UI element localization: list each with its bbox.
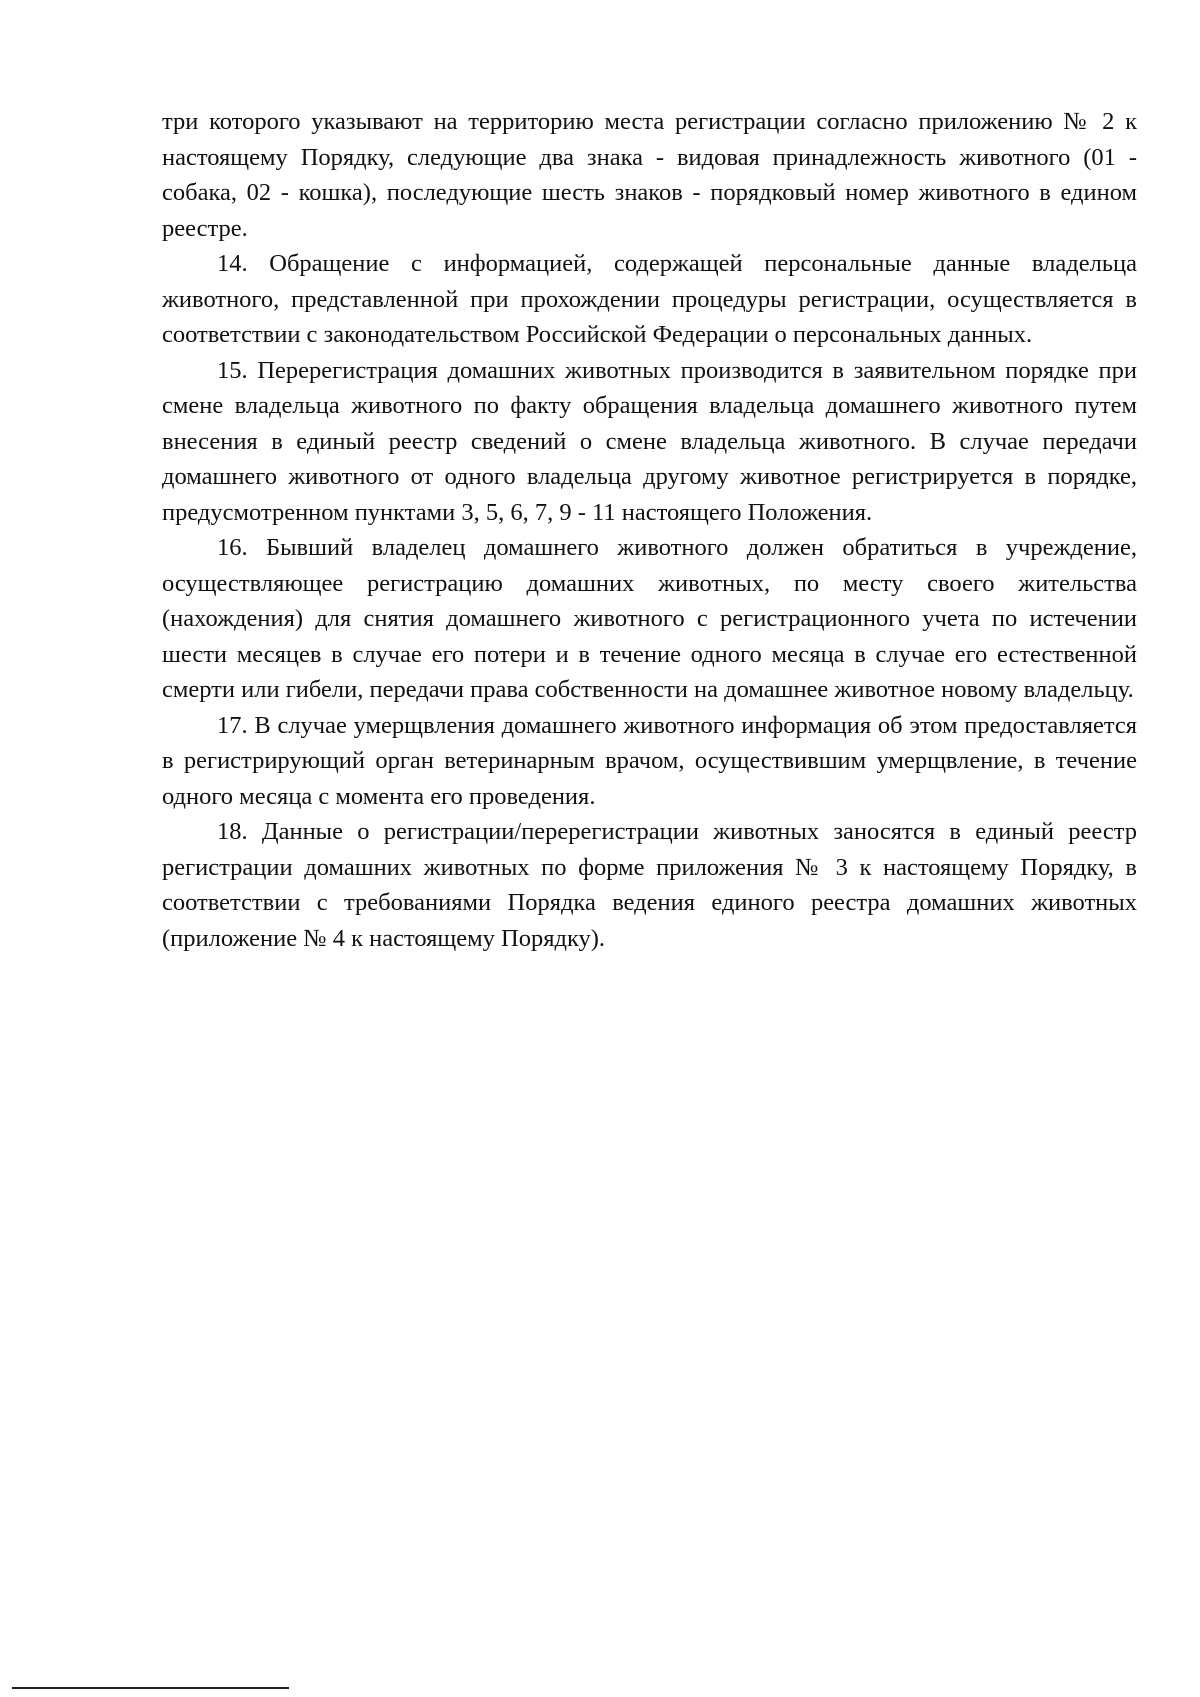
paragraph-14: 14. Обращение с информацией, содержащей персональные данные владельца животного, представленной при прохождении процедуры регистрации, осуществляется в соответствии с законодательством Российской Федерации о персональных данных.	[162, 250, 1137, 348]
footnote-separator-line	[12, 1687, 289, 1689]
paragraph-13-continuation: три которого указывают на территорию места регистрации согласно приложению № 2 к настоящему Порядку, следующие два знака - видовая принадлежность животного (01 - собака, 02 - кошка), последующие шесть знаков - порядковый номер животного в едином реестре.	[162, 108, 1137, 242]
paragraph-16: 16. Бывший владелец домашнего животного должен обратиться в учреждение, осуществляющее регистрацию домашних животных, по месту своего жительства (нахождения) для снятия домашнего животного с регистрационного учета по истечении шести месяцев в случае его потери и в течение одного месяца в случае его естественной смерти или гибели, передачи права собственности на домашнее животное новому владельцу.	[162, 534, 1137, 703]
document-body	[162, 104, 1137, 956]
paragraph-18: 18. Данные о регистрации/перерегистрации животных заносятся в единый реестр регистрации домашних животных по форме приложения № 3 к настоящему Порядку, в соответствии с требованиями Порядка ведения единого реестра домашних животных (приложение № 4 к настоящему Порядку).	[162, 818, 1137, 952]
paragraph-15: 15. Перерегистрация домашних животных производится в заявительном порядке при смене владельца животного по факту обращения владельца домашнего животного путем внесения в единый реестр сведений о смене владельца животного. В случае передачи домашнего животного от одного владельца другому животное регистрируется в порядке, предусмотренном пунктами 3, 5, 6, 7, 9 - 11 настоящего Положения.	[162, 356, 1137, 526]
paragraph-17: 17. В случае умерщвления домашнего животного информация об этом предоставляется в регистрирующий орган ветеринарным врачом, осуществившим умерщвление, в течение одного месяца с момента его проведения.	[162, 711, 1137, 810]
